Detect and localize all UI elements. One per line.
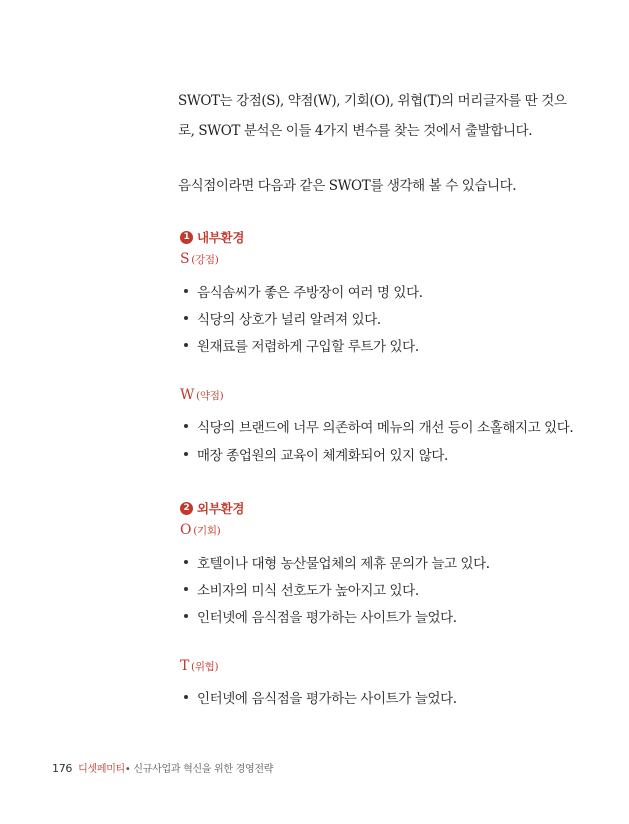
- list-item: [184, 444, 448, 464]
- bullet-icon: [184, 316, 188, 320]
- subhead-letter: T: [180, 658, 190, 674]
- intro-line-3: 음식점이라면 다음과 같은 SWOT를 생각해 볼 수 있습니다.: [178, 178, 517, 194]
- bullet-icon: [184, 424, 188, 428]
- list-item-text: 인터넷에 음식점을 평가하는 사이트가 늘었다.: [197, 610, 457, 626]
- section-internal-heading: [180, 228, 244, 246]
- subhead-label: (약점): [196, 390, 224, 402]
- book-subtitle: • 신규사업과 혁신을 위한 경영전략: [124, 764, 274, 775]
- page-footer: [52, 760, 273, 775]
- bullet-icon: [184, 343, 188, 347]
- page-number: 176: [52, 762, 73, 775]
- list-item-text: 소비자의 미식 선호도가 높아지고 있다.: [197, 583, 419, 599]
- list-item-text: 음식솜씨가 좋은 주방장이 여러 명 있다.: [197, 285, 423, 301]
- list-item: [184, 687, 457, 707]
- list-item: [184, 579, 419, 599]
- list-item: [184, 335, 419, 355]
- list-item-text: 원재료를 저렴하게 구입할 루트가 있다.: [197, 339, 419, 355]
- list-item: [184, 552, 490, 572]
- list-item-text: 매장 종업원의 교육이 체계화되어 있지 않다.: [197, 448, 448, 464]
- bullet-icon: [184, 587, 188, 591]
- bullet-icon: [184, 452, 188, 456]
- subhead-letter: W: [180, 387, 195, 403]
- subhead-letter: O: [180, 522, 192, 538]
- list-item: [184, 606, 457, 626]
- subhead-label: (위협): [191, 661, 219, 673]
- list-item-text: 인터넷에 음식점을 평가하는 사이트가 늘었다.: [197, 691, 457, 707]
- section-title: 외부환경: [197, 501, 245, 516]
- subhead-strength: [180, 251, 219, 267]
- subhead-threat: [180, 658, 218, 674]
- list-item: [184, 416, 573, 436]
- section-title: 내부환경: [197, 230, 245, 245]
- number-circle-icon: 1: [180, 231, 193, 244]
- bullet-icon: [184, 695, 188, 699]
- list-item: [184, 308, 381, 328]
- bullet-icon: [184, 560, 188, 564]
- intro-line-2: 로, SWOT 분석은 이들 4가지 변수를 찾는 것에서 출발합니다.: [178, 123, 533, 139]
- subhead-weakness: [180, 387, 223, 403]
- list-item-text: 호텔이나 대형 농산물업체의 제휴 문의가 늘고 있다.: [197, 556, 490, 572]
- subhead-label: (강점): [191, 254, 219, 266]
- list-item-text: 식당의 브랜드에 너무 의존하여 메뉴의 개선 등이 소홀해지고 있다.: [197, 420, 574, 436]
- subhead-letter: S: [180, 251, 190, 267]
- subhead-label: (기회): [193, 525, 221, 537]
- bullet-icon: [184, 289, 188, 293]
- subhead-opportunity: [180, 522, 220, 538]
- intro-line-1: SWOT는 강점(S), 약점(W), 기회(O), 위협(T)의 머리글자를 딴 것으: [178, 93, 567, 109]
- section-external-heading: [180, 499, 244, 517]
- list-item: [184, 281, 423, 301]
- bullet-icon: [184, 614, 188, 618]
- list-item-text: 식당의 상호가 널리 알려져 있다.: [197, 312, 381, 328]
- number-circle-icon: 2: [180, 502, 193, 515]
- book-title: 디셋페미티: [78, 764, 125, 775]
